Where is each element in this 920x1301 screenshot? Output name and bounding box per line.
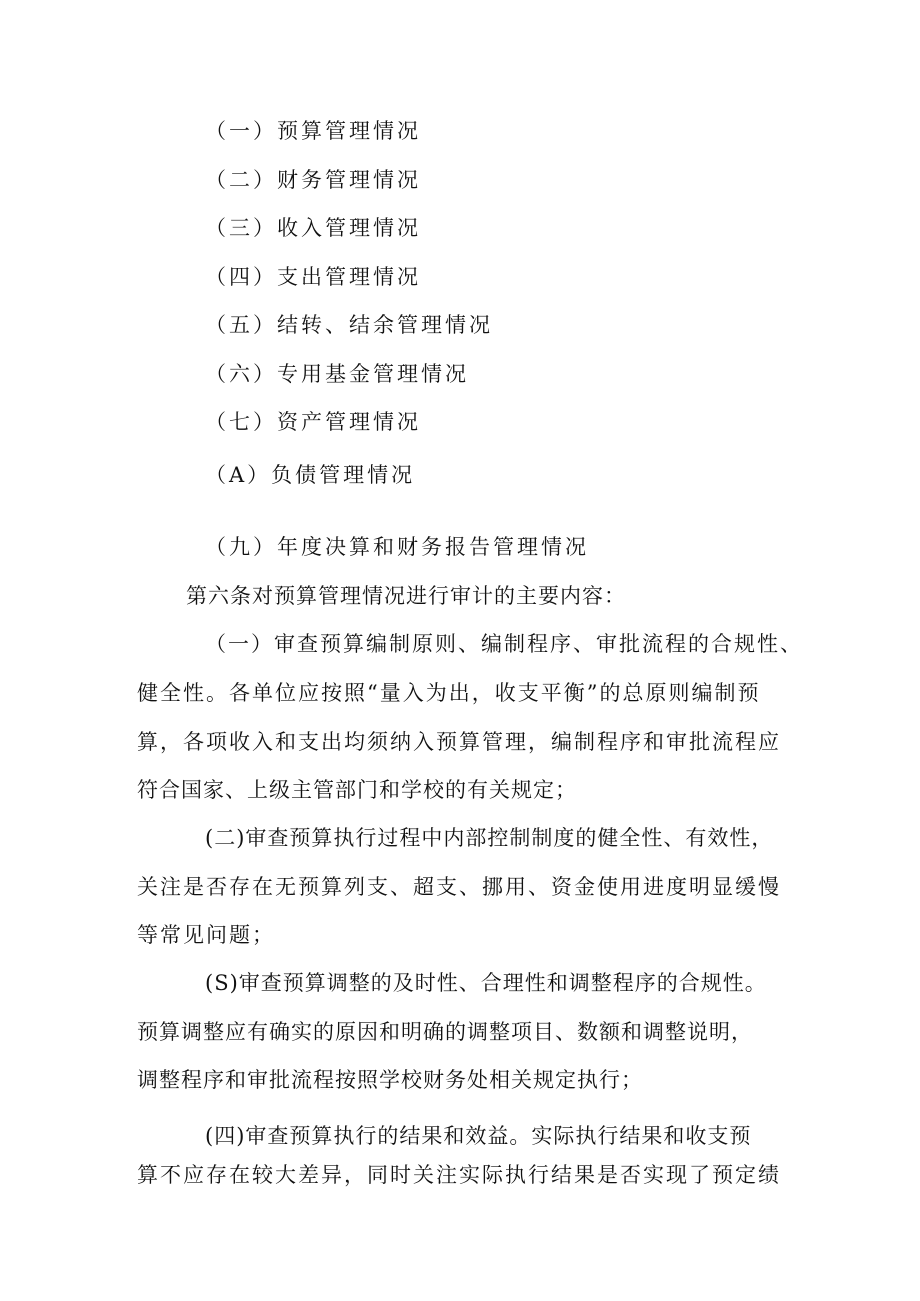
- outline-item-4: （四）支出管理情况: [205, 265, 421, 289]
- paragraph-3-line-2: 预算调整应有确实的原因和明确的调整项目、数额和调整说明，: [137, 1020, 753, 1044]
- paragraph-3-line-3: 调整程序和审批流程按照学校财务处相关规定执行；: [137, 1068, 643, 1092]
- paragraph-2-line-2: 关注是否存在无预算列支、超支、挪用、资金使用进度明显缓慢: [137, 875, 781, 899]
- paragraph-2-line-3: 等常见问题；: [137, 923, 275, 947]
- paragraph-4-line-1: (四)审查预算执行的结果和效益。实际执行结果和收支预: [205, 1124, 752, 1148]
- paragraph-3-line-1: (S)审查预算调整的及时性、合理性和调整程序的合规性。: [205, 971, 767, 995]
- outline-item-6: （六）专用基金管理情况: [205, 362, 469, 386]
- outline-item-2: （二）财务管理情况: [205, 168, 421, 192]
- outline-item-5: （五）结转、结余管理情况: [205, 313, 493, 337]
- paragraph-1-line-2: 健全性。各单位应按照“量入为出，收支平衡”的总原则编制预: [137, 681, 761, 705]
- paragraph-4-line-2: 算不应存在较大差异，同时关注实际执行结果是否实现了预定绩: [137, 1163, 781, 1187]
- outline-item-1: （一）预算管理情况: [205, 119, 421, 143]
- paragraph-2-line-1: (二)审查预算执行过程中内部控制制度的健全性、有效性，: [205, 826, 774, 850]
- paragraph-1-line-1: （一）审查预算编制原则、编制程序、审批流程的合规性、: [205, 632, 803, 656]
- outline-item-7: （七）资产管理情况: [205, 410, 421, 434]
- outline-item-9: （九）年度决算和财务报告管理情况: [205, 535, 589, 559]
- article-heading: 第六条对预算管理情况进行审计的主要内容：: [186, 584, 626, 608]
- paragraph-1-line-3: 算，各项收入和支出均须纳入预算管理，编制程序和审批流程应: [137, 730, 781, 754]
- paragraph-1-line-4: 符合国家、上级主管部门和学校的有关规定；: [137, 778, 577, 802]
- outline-item-3: （三）收入管理情况: [205, 216, 421, 240]
- outline-item-8: （A）负债管理情况: [205, 463, 416, 487]
